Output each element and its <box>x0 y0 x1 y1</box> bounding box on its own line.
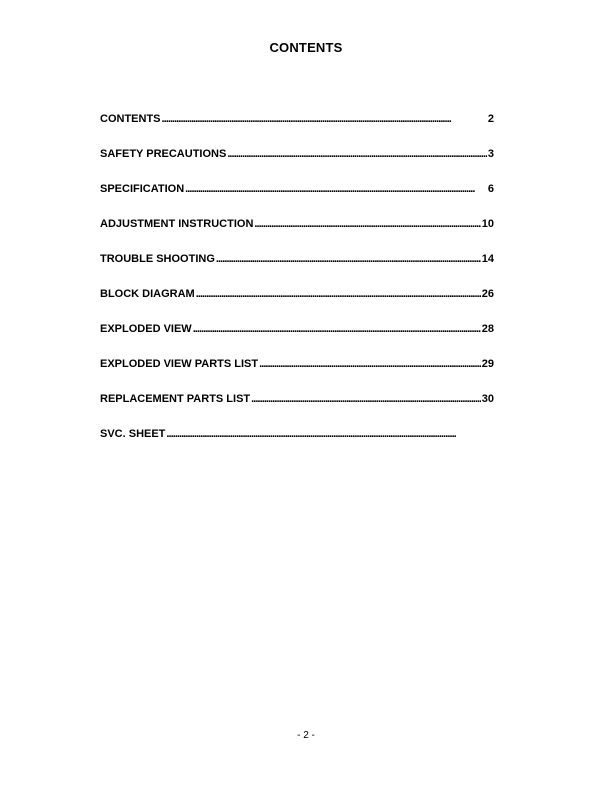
toc-dot-leader <box>193 323 481 335</box>
toc-entry-label: EXPLODED VIEW PARTS LIST <box>100 358 259 370</box>
toc-entry-label: SAFETY PRECAUTIONS <box>100 148 227 160</box>
toc-dot-leader <box>196 288 481 300</box>
toc-entry-label: BLOCK DIAGRAM <box>100 288 195 300</box>
toc-entry-page: 10 <box>481 218 494 230</box>
toc-entry-label: ADJUSTMENT INSTRUCTION <box>100 218 254 230</box>
toc-entry-page: 6 <box>487 183 494 195</box>
toc-entry-label: EXPLODED VIEW <box>100 323 192 335</box>
toc-entry-trouble-shooting[interactable] <box>100 253 494 288</box>
toc-entry-page: 28 <box>481 323 494 335</box>
toc-entry-page: 14 <box>481 253 494 265</box>
toc-entry-exploded-view[interactable] <box>100 323 494 358</box>
table-of-contents <box>100 113 494 463</box>
toc-entry-exploded-view-parts-list[interactable] <box>100 358 494 393</box>
toc-dot-leader <box>254 218 480 230</box>
toc-entry-label: TROUBLE SHOOTING <box>100 253 215 265</box>
toc-entry-page: 2 <box>487 113 494 125</box>
toc-entry-safety-precautions[interactable] <box>100 148 494 183</box>
toc-entry-contents[interactable] <box>100 113 494 148</box>
toc-dot-leader <box>216 253 481 265</box>
toc-entry-label: SPECIFICATION <box>100 183 185 195</box>
toc-entry-page: 30 <box>481 393 494 405</box>
toc-entry-specification[interactable] <box>100 183 494 218</box>
toc-dot-leader <box>227 148 487 160</box>
toc-entry-label: CONTENTS <box>100 113 161 125</box>
toc-entry-page: 26 <box>481 288 494 300</box>
toc-dot-leader <box>185 183 487 195</box>
toc-dot-leader <box>259 358 481 370</box>
page-number: - 2 - <box>297 730 315 741</box>
toc-entry-adjustment-instruction[interactable] <box>100 218 494 253</box>
page-title: CONTENTS <box>269 40 343 55</box>
toc-entry-block-diagram[interactable] <box>100 288 494 323</box>
toc-dot-leader <box>162 113 487 125</box>
toc-entry-label: SVC. SHEET <box>100 428 166 440</box>
toc-entry-page: 29 <box>481 358 494 370</box>
toc-entry-label: REPLACEMENT PARTS LIST <box>100 393 251 405</box>
toc-entry-page: 3 <box>487 148 494 160</box>
toc-dot-leader <box>166 428 493 440</box>
toc-entry-replacement-parts-list[interactable] <box>100 393 494 428</box>
toc-entry-svc-sheet[interactable] <box>100 428 494 463</box>
toc-dot-leader <box>251 393 481 405</box>
